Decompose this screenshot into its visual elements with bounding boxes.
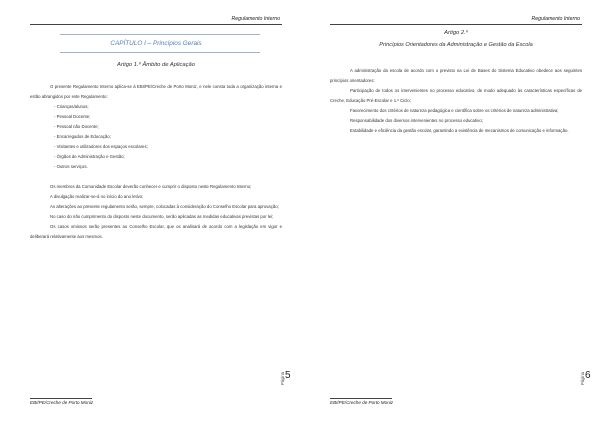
chapter-rule-top (60, 34, 260, 35)
list-item: - Outros serviços. (54, 164, 88, 169)
article-title: Artigo 1.º Âmbito de Aplicação (117, 62, 195, 68)
paragraph: Responsabilidade dos diversos intervenientes no processo educativo; (350, 118, 483, 123)
article-subtitle: Princípios Orientadores da Administração e Gestão da Escola (379, 42, 533, 48)
running-footer: EBI/PE/Creche de Porto Moniz (30, 400, 94, 405)
header-rule (30, 24, 282, 25)
page-number-value: 5 (285, 370, 291, 381)
paragraph: Os membros da Comunidade Escolar deverão conhecer e cumprir o disposto neste Regulamento Interno; (50, 184, 252, 189)
paragraph: Estabilidade e eficiência da gestão escolar, garantindo a existência de mecanismos de comunicação e informação. (350, 128, 569, 133)
chapter-rule-bottom (60, 52, 260, 53)
article-body (330, 66, 582, 136)
paragraph: A divulgação realizar-se-á no início do ano letivo; (50, 194, 144, 199)
footer-rule (330, 398, 392, 399)
list-item: - Pessoal Docente; (54, 114, 91, 119)
footer-rule (30, 398, 92, 399)
list-item: - Encarregados de Educação; (54, 134, 111, 139)
paragraph: Favorecimento dos critérios de natureza pedagógica e científica sobre os critérios de natureza administrativa; (350, 108, 559, 113)
paragraph: Participação de todos os intervenientes no processo educativo, de modo adequado às características específicas de Creche, Educação Pré-Escolar e 1.º Ciclo; (330, 88, 582, 103)
list-item: - Crianças/alunos; (54, 104, 89, 109)
header-rule (330, 24, 582, 25)
list-item: - Visitantes e utilizadores dos espaços escolares; (54, 144, 148, 149)
list-item: - Pessoal não Docente; (54, 124, 99, 129)
paragraph: As alterações ao presente regulamento serão, sempre, colocadas à consideração do Conselho Escolar para aprovação; (50, 204, 279, 209)
page-number (282, 366, 294, 394)
paragraph: A administração da escola de acordo com o previsto na Lei de Bases do Sistema Educativo obedece aos seguintes princípios orientadores: (330, 68, 582, 83)
paragraph: No caso do não cumprimento do disposto neste documento, serão aplicadas as medidas educativas previstas por lei; (50, 214, 274, 219)
article-title: Artigo 2.º (444, 30, 468, 36)
chapter-title: CAPÍTULO I – Princípios Gerais (110, 40, 202, 47)
paragraph: O presente Regulamento Interno aplica-se à EBI/PE/Creche de Porto Moniz, e nele consta toda a organização interna e estão abrangidos por este Regulamento: (30, 84, 282, 99)
list-item: - Órgãos de Administração e Gestão; (54, 154, 125, 159)
page-label: Página (280, 371, 286, 386)
page-label: Página (580, 371, 586, 386)
page-number-value: 6 (585, 370, 591, 381)
page-number (582, 366, 594, 394)
running-header: Regulamento Interno (231, 16, 280, 22)
running-footer: EBI/PE/Creche de Porto Moniz (330, 400, 394, 405)
page-6 (300, 0, 600, 424)
article-body (30, 82, 282, 242)
running-header: Regulamento Interno (531, 16, 580, 22)
paragraph: Os casos omissos serão presentes ao Conselho Escolar, que os analisará de acordo com a legislação em vigor e deliberará relativamente aos mesmos. (30, 224, 282, 239)
